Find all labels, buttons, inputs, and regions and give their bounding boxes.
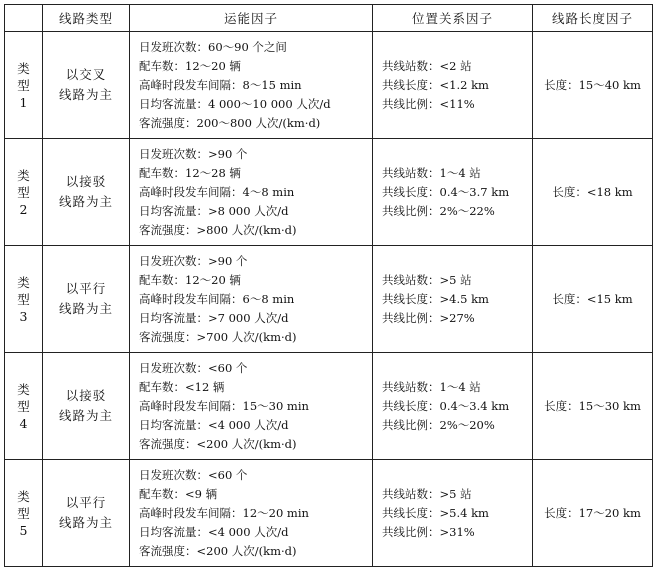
transport-line: 日均客流量：<4 000 人次/d	[139, 417, 289, 432]
position-line: 共线长度：>4.5 km	[382, 291, 489, 306]
header-row	[5, 5, 653, 32]
route-type-cell	[43, 32, 130, 139]
transport-line: 高峰时段发车间隔：8～15 min	[139, 77, 302, 92]
transport-line: 高峰时段发车间隔：12～20 min	[139, 505, 309, 520]
route-type-cell	[43, 246, 130, 353]
route-classification-table	[4, 4, 653, 567]
transport-capacity-cell	[130, 32, 373, 139]
route-type-line: 线路为主	[58, 87, 113, 102]
route-type-line: 以接驳	[65, 174, 107, 189]
header-cell-transport-capacity: 运能因子	[130, 5, 373, 32]
type-char: 类	[17, 167, 30, 183]
type-number: 3	[19, 308, 28, 324]
transport-line: 高峰时段发车间隔：4～8 min	[139, 184, 295, 199]
transport-line: 日发班次数：<60 个	[139, 467, 248, 482]
position-relation-cell	[373, 246, 533, 353]
position-line: 共线长度：0.4～3.4 km	[382, 398, 510, 413]
type-cell	[5, 139, 43, 246]
route-length-cell: 长度：<18 km	[533, 139, 653, 246]
position-line: 共线比例：2%～22%	[382, 203, 495, 218]
transport-line: 配车数：12～20 辆	[139, 58, 241, 73]
type-char: 型	[17, 398, 30, 414]
position-relation-cell	[373, 460, 533, 567]
type-char: 型	[17, 77, 30, 93]
transport-line: 客流强度：<200 人次/(km·d)	[139, 436, 297, 451]
route-type-line: 线路为主	[58, 408, 113, 423]
transport-line: 日均客流量：>7 000 人次/d	[139, 310, 289, 325]
transport-line: 日均客流量：>8 000 人次/d	[139, 203, 289, 218]
position-line: 共线比例：<11%	[382, 96, 475, 111]
route-type-line: 以平行	[65, 281, 107, 296]
transport-line: 客流强度：<200 人次/(km·d)	[139, 543, 297, 558]
route-length-cell: 长度：17～20 km	[533, 460, 653, 567]
table-row	[5, 32, 653, 139]
type-char: 型	[17, 291, 30, 307]
type-cell	[5, 32, 43, 139]
type-number: 1	[19, 94, 28, 110]
position-line: 共线长度：>5.4 km	[382, 505, 489, 520]
position-line: 共线长度：0.4～3.7 km	[382, 184, 510, 199]
transport-line: 客流强度：200～800 人次/(km·d)	[139, 115, 321, 130]
transport-line: 日均客流量：<4 000 人次/d	[139, 524, 289, 539]
position-line: 共线站数：1～4 站	[382, 379, 481, 394]
position-line: 共线比例：>31%	[382, 524, 475, 539]
route-type-cell	[43, 139, 130, 246]
transport-line: 日均客流量：4 000～10 000 人次/d	[139, 96, 331, 111]
type-char: 类	[17, 488, 30, 504]
header-cell-index	[5, 5, 43, 32]
route-type-line: 线路为主	[58, 301, 113, 316]
table-row	[5, 353, 653, 460]
position-line: 共线站数：>5 站	[382, 272, 472, 287]
transport-line: 日发班次数：<60 个	[139, 360, 248, 375]
transport-capacity-cell	[130, 460, 373, 567]
route-type-line: 线路为主	[58, 515, 113, 530]
route-length-cell: 长度：<15 km	[533, 246, 653, 353]
route-type-line: 以平行	[65, 495, 107, 510]
type-cell	[5, 353, 43, 460]
type-char: 类	[17, 381, 30, 397]
type-cell	[5, 246, 43, 353]
route-length-cell: 长度：15～40 km	[533, 32, 653, 139]
type-cell	[5, 460, 43, 567]
transport-line: 配车数：<12 辆	[139, 379, 225, 394]
document-page	[4, 4, 652, 567]
transport-capacity-cell	[130, 246, 373, 353]
header-cell-position-relation: 位置关系因子	[373, 5, 533, 32]
transport-line: 配车数：<9 辆	[139, 486, 218, 501]
transport-line: 高峰时段发车间隔：6～8 min	[139, 291, 295, 306]
type-number: 2	[19, 201, 28, 217]
route-type-line: 以接驳	[65, 388, 107, 403]
type-char: 型	[17, 184, 30, 200]
header-cell-route-length: 线路长度因子	[533, 5, 653, 32]
table-row	[5, 460, 653, 567]
transport-line: 配车数：12～28 辆	[139, 165, 241, 180]
position-line: 共线比例：2%～20%	[382, 417, 495, 432]
route-type-line: 以交叉	[65, 67, 107, 82]
route-type-cell	[43, 353, 130, 460]
transport-line: 客流强度：>800 人次/(km·d)	[139, 222, 297, 237]
position-line: 共线站数：1～4 站	[382, 165, 481, 180]
route-type-cell	[43, 460, 130, 567]
position-line: 共线站数：>5 站	[382, 486, 472, 501]
route-type-line: 线路为主	[58, 194, 113, 209]
transport-line: 日发班次数：>90 个	[139, 146, 248, 161]
transport-capacity-cell	[130, 139, 373, 246]
position-relation-cell	[373, 353, 533, 460]
transport-line: 日发班次数：60～90 个之间	[139, 39, 287, 54]
type-char: 类	[17, 274, 30, 290]
position-relation-cell	[373, 32, 533, 139]
header-cell-route-type: 线路类型	[43, 5, 130, 32]
type-char: 型	[17, 505, 30, 521]
transport-capacity-cell	[130, 353, 373, 460]
type-number: 5	[19, 522, 28, 538]
position-relation-cell	[373, 139, 533, 246]
transport-line: 日发班次数：>90 个	[139, 253, 248, 268]
table-row	[5, 246, 653, 353]
transport-line: 客流强度：>700 人次/(km·d)	[139, 329, 297, 344]
transport-line: 高峰时段发车间隔：15～30 min	[139, 398, 309, 413]
position-line: 共线比例：>27%	[382, 310, 475, 325]
type-number: 4	[19, 415, 28, 431]
table-row	[5, 139, 653, 246]
position-line: 共线长度：<1.2 km	[382, 77, 489, 92]
route-length-cell: 长度：15～30 km	[533, 353, 653, 460]
transport-line: 配车数：12～20 辆	[139, 272, 241, 287]
type-char: 类	[17, 60, 30, 76]
position-line: 共线站数：<2 站	[382, 58, 472, 73]
